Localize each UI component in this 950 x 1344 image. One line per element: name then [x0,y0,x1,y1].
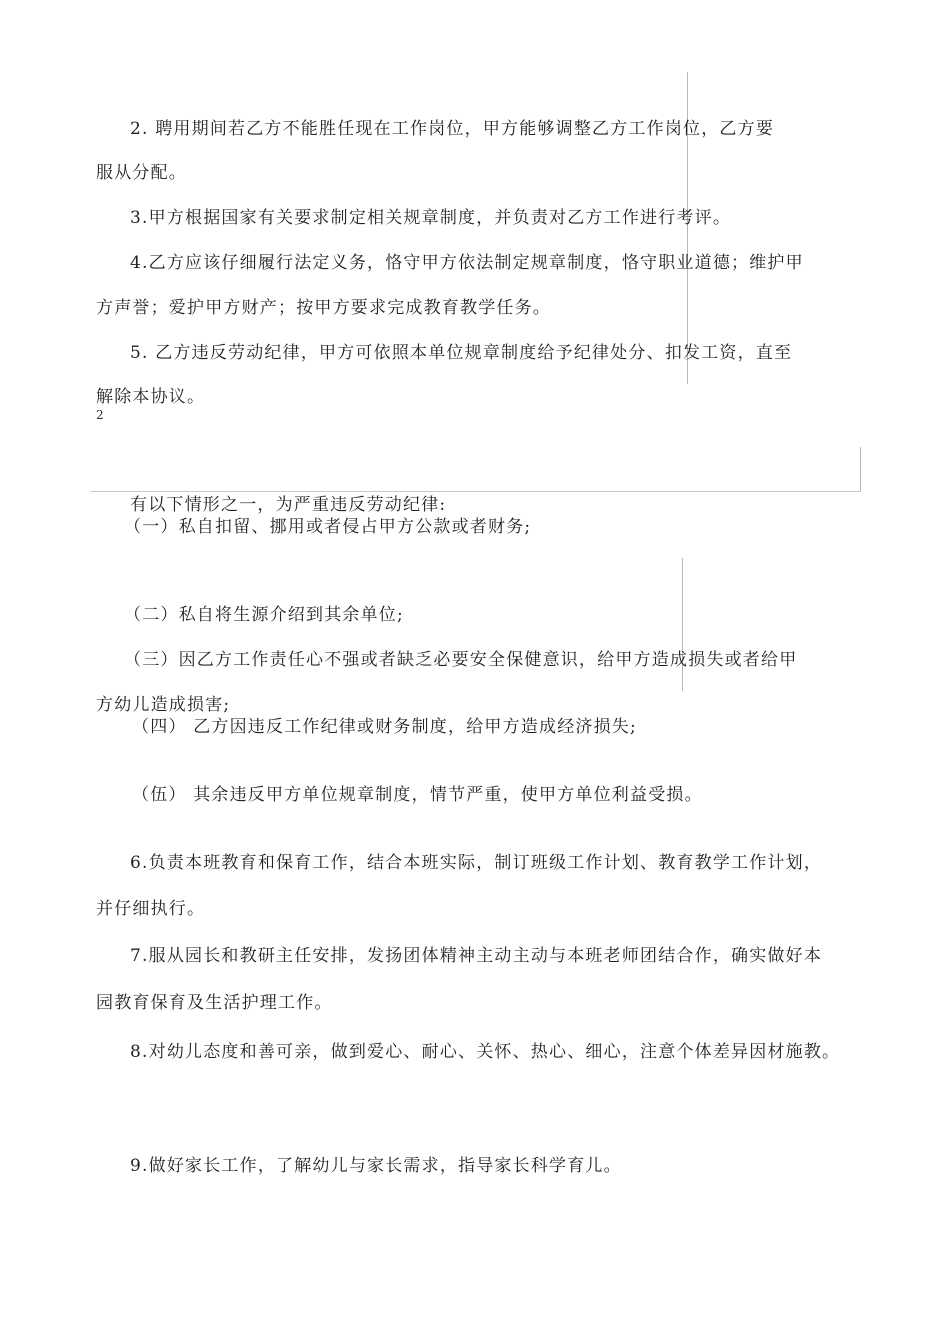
paragraph-6-line-1: 6.负责本班教育和保育工作，结合本班实际，制订班级工作计划、教育教学工作计划， [130,853,823,873]
paragraph-6-line-2: 并仔细执行。 [96,899,206,919]
page-number: 2 [96,408,104,422]
violation-item-3-line-1: （三）因乙方工作责任心不强或者缺乏必要安全保健意识，给甲方造成损失或者给甲 [124,650,798,670]
scan-border-horizontal-1 [90,491,861,492]
violation-intro: 有以下情形之一，为严重违反劳动纪律: [130,495,447,515]
violation-item-3-line-2: 方幼儿造成损害; [96,695,231,715]
paragraph-9-line-1: 9.做好家长工作，了解幼儿与家长需求，指导家长科学育儿。 [130,1156,622,1176]
paragraph-8-line-1: 8.对幼儿态度和善可亲，做到爱心、耐心、关怀、热心、细心，注意个体差异因材施教。 [130,1042,841,1062]
paragraph-7-line-1: 7.服从园长和教研主任安排，发扬团体精神主动主动与本班老师团结合作，确实做好本 [130,946,823,966]
scan-border-vertical-2 [860,447,861,491]
paragraph-4-line-2: 方声誉；爱护甲方财产；按甲方要求完成教育教学任务。 [96,298,551,318]
paragraph-3-line-1: 3.甲方根据国家有关要求制定相关规章制度，并负责对乙方工作进行考评。 [130,208,732,228]
paragraph-2-line-2: 服从分配。 [96,163,187,183]
scan-border-vertical-3 [682,558,683,691]
violation-item-2: （二）私自将生源介绍到其余单位; [124,605,404,625]
paragraph-4-line-1: 4.乙方应该仔细履行法定义务，恪守甲方依法制定规章制度，恪守职业道德；维护甲 [130,253,804,273]
paragraph-2-line-1: 2. 聘用期间若乙方不能胜任现在工作岗位，甲方能够调整乙方工作岗位，乙方要 [130,119,775,139]
violation-item-5: （伍） 其余违反甲方单位规章制度，情节严重，使甲方单位利益受损。 [132,785,703,805]
violation-item-1: （一）私自扣留、挪用或者侵占甲方公款或者财务; [124,517,532,537]
paragraph-5-line-2: 解除本协议。 [96,387,206,407]
paragraph-7-line-2: 园教育保育及生活护理工作。 [96,993,333,1013]
paragraph-5-line-1: 5. 乙方违反劳动纪律，甲方可依照本单位规章制度给予纪律处分、扣发工资，直至 [130,343,793,363]
violation-item-4: （四） 乙方因违反工作纪律或财务制度，给甲方造成经济损失; [132,717,637,737]
